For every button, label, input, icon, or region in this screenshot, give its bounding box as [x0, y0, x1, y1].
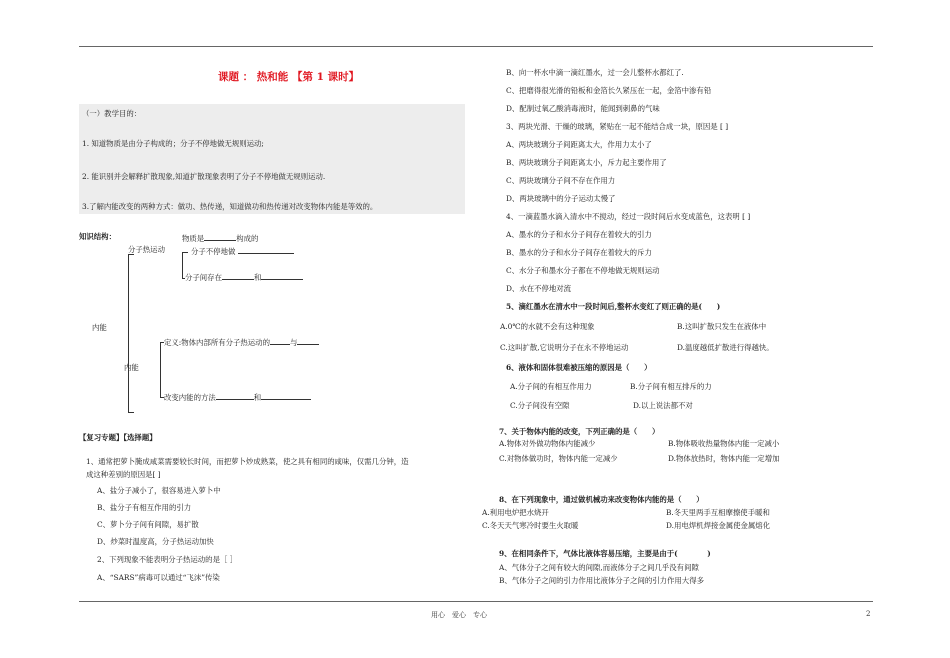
q5-option-d: D.温度越低扩散进行得越快。: [677, 343, 774, 352]
q7-stem-text: 7、关于物体内能的改变，下列正确的是（ ）: [499, 427, 660, 436]
inner-brace-1-line: [182, 252, 183, 278]
q7-option-a: A.物体对外做功物体内能减少: [499, 439, 596, 448]
q1-option-b: B、盐分子有相互作用的引力: [97, 503, 192, 512]
blank[interactable]: [216, 392, 254, 400]
q1-option-d: D、炒菜时温度高，分子热运动加快: [97, 537, 214, 546]
q5-option-b: B.这叫扩散只发生在液体中: [677, 322, 767, 331]
q6-option-d: D.以上说法都不对: [633, 401, 693, 410]
structure-fenzi-re: 分子热运动: [128, 245, 165, 254]
inner-brace-2-top: [160, 342, 164, 343]
structure-gaibian-text: 改变内能的方法: [164, 393, 216, 402]
q2-stem: 2、下列现象不能表明分子热运动的是［ ］: [97, 555, 238, 564]
q7-option-c: C.对物体做功时，物体内能一定减少: [499, 454, 618, 463]
q7-option-d: D.物体放热时，物体内能一定增加: [668, 454, 780, 463]
blank[interactable]: [297, 337, 319, 345]
q6-stem: 6、液体和固体很难被压缩的原因是（ ）: [506, 363, 652, 372]
blank[interactable]: [261, 392, 311, 400]
page-number: 2: [866, 610, 871, 618]
blank[interactable]: [238, 246, 294, 254]
goal-2: 2. 能识别并会解释扩散现象,知道扩散现象表明了分子不停地做无规则运动.: [82, 172, 326, 181]
structure-wuzhi-text: 物质是: [182, 234, 205, 243]
q6-option-a: A.分子间的有相互作用力: [510, 382, 592, 391]
structure-label: 知识结构：: [79, 232, 116, 241]
goals-heading: （一）教学目的：: [82, 109, 142, 118]
structure-fenzi-cunzai: [185, 272, 303, 281]
structure-fenzi-butingdi: [191, 246, 294, 255]
q8-option-d: D.用电焊机焊接金属使金属熔化: [666, 521, 771, 530]
structure-he-1: 和: [253, 273, 262, 282]
blank[interactable]: [222, 272, 254, 280]
structure-neineng-inner: 内能: [124, 363, 139, 372]
goals-shade: [79, 104, 465, 214]
q3-option-a: A、两块玻璃分子间距离太大，作用力太小了: [506, 140, 652, 149]
structure-goucheng-text: 构成的: [236, 234, 259, 243]
review-heading: 【复习专题】【选择题】: [79, 433, 157, 442]
structure-he-2: 和: [253, 393, 262, 402]
q7-option-b: B.物体吸收热量物体内能一定减小: [668, 439, 780, 448]
inner-brace-2-line: [160, 342, 161, 397]
q7-stem: [499, 428, 659, 435]
q3-option-d: D、两块玻璃中的分子运动太慢了: [506, 194, 616, 203]
q1-option-a: A、盐分子减小了，很容易进入萝卜中: [97, 486, 221, 495]
q2-option-c: C、把磨得很光滑的铅板和金箔长久紧压在一起，金箔中渗有铅: [506, 86, 712, 95]
outer-brace-bottom: [128, 412, 134, 413]
structure-gaibian: [164, 392, 311, 401]
q2-option-b: B、向一杯水中滴一滴红墨水，过一会儿整杯水都红了.: [506, 68, 684, 77]
goal-1: 1. 知道物质是由分子构成的；分子不停地做无规则运动;: [82, 139, 264, 148]
q6-option-c: C.分子间没有空隙: [510, 401, 570, 410]
q3-stem: 3、两块光滑、干燥的玻璃，紧贴在一起不能结合成一块，原因是 [ ]: [506, 122, 729, 131]
structure-yu: 与: [289, 338, 298, 347]
inner-brace-1-bottom: [182, 278, 185, 279]
q8-option-a: A.利用电炉把水烧开: [482, 508, 549, 517]
blank[interactable]: [270, 337, 290, 345]
lesson-title: 课题 ： 热和能 【第 1 课时】: [218, 71, 360, 83]
q2-option-a: A、“SARS”病毒可以通过“飞沫”传染: [97, 573, 220, 582]
q6-option-b: B.分子间有相互排斥的力: [630, 382, 712, 391]
q2-option-d: D、配制过氧乙酸消毒液时，能闻到刺鼻的气味: [506, 104, 660, 113]
structure-neineng-outer: 内能: [92, 323, 107, 332]
q4-stem: 4、一滴蓝墨水滴入清水中不搅动，经过一段时间后水变成蓝色，这表明 [ ]: [506, 212, 751, 221]
blank[interactable]: [204, 233, 236, 241]
structure-wuzhi: [182, 233, 258, 242]
q1-line1: 1、通常把萝卜腌成咸菜需要较长时间，而把萝卜炒成熟菜，使之具有相同的咸味，仅需几分钟，造: [86, 457, 409, 466]
q3-option-b: B、两块玻璃分子间距离太小，斥力起主要作用了: [506, 158, 667, 167]
structure-butingdi-text: 分子不停地做: [191, 247, 236, 256]
q8-option-b: B.冬天里两手互相摩擦使手暖和: [666, 508, 770, 517]
footer-rule: [79, 601, 873, 602]
q3-option-c: C、两块玻璃分子间不存在作用力: [506, 176, 616, 185]
inner-brace-1-top: [182, 252, 188, 253]
q9-option-a: A、气体分子之间有较大的间隙,而液体分子之间几乎没有间隙: [499, 563, 699, 572]
q9-stem: [499, 550, 711, 557]
structure-cunzai-text: 分子间存在: [185, 273, 222, 282]
q9-option-b: B、气体分子之间的引力作用比液体分子之间的引力作用大得多: [499, 576, 704, 585]
q4-option-d: D、水在不停地对流: [506, 284, 572, 293]
q5-stem: 5、滴红墨水在清水中一段时间后,整杯水变红了则正确的是( ): [506, 302, 721, 311]
structure-dingyi: [164, 337, 319, 346]
q4-option-a: A、墨水的分子和水分子间存在着较大的引力: [506, 230, 652, 239]
q5-option-a: A.0℃的水就不会有这种现象: [500, 322, 595, 331]
q9-stem-text: 9、在相同条件下，气体比液体容易压缩，主要是由于( ): [499, 549, 711, 558]
q8-stem: [499, 496, 704, 503]
header-rule: [79, 46, 873, 47]
q8-stem-text: 8、在下列现象中，通过做机械功来改变物体内能的是（ ）: [499, 495, 704, 504]
q1-line2: 成这种差别的原因是[ ]: [86, 470, 161, 479]
q8-option-c: C.冬天天气寒冷时要生火取暖: [482, 521, 579, 530]
outer-brace-top: [128, 254, 134, 255]
goal-3: 3.了解内能改变的两种方式：做功、热传递，知道做功和热传递对改变物体内能是等效的。: [82, 202, 378, 211]
footer-center: 用心 爱心 专心: [431, 611, 487, 619]
structure-dingyi-text: 定义:物体内部所有分子热运动的: [164, 338, 270, 347]
q5-option-c: C.这叫扩散,它说明分子在永不停地运动: [500, 343, 629, 352]
q4-option-b: B、墨水的分子和水分子间存在着较大的斥力: [506, 248, 652, 257]
outer-brace-line: [128, 254, 129, 412]
q4-option-c: C、水分子和墨水分子都在不停地做无规则运动: [506, 266, 660, 275]
q1-option-c: C、萝卜分子间有间隙，易扩散: [97, 520, 199, 529]
blank[interactable]: [261, 272, 303, 280]
